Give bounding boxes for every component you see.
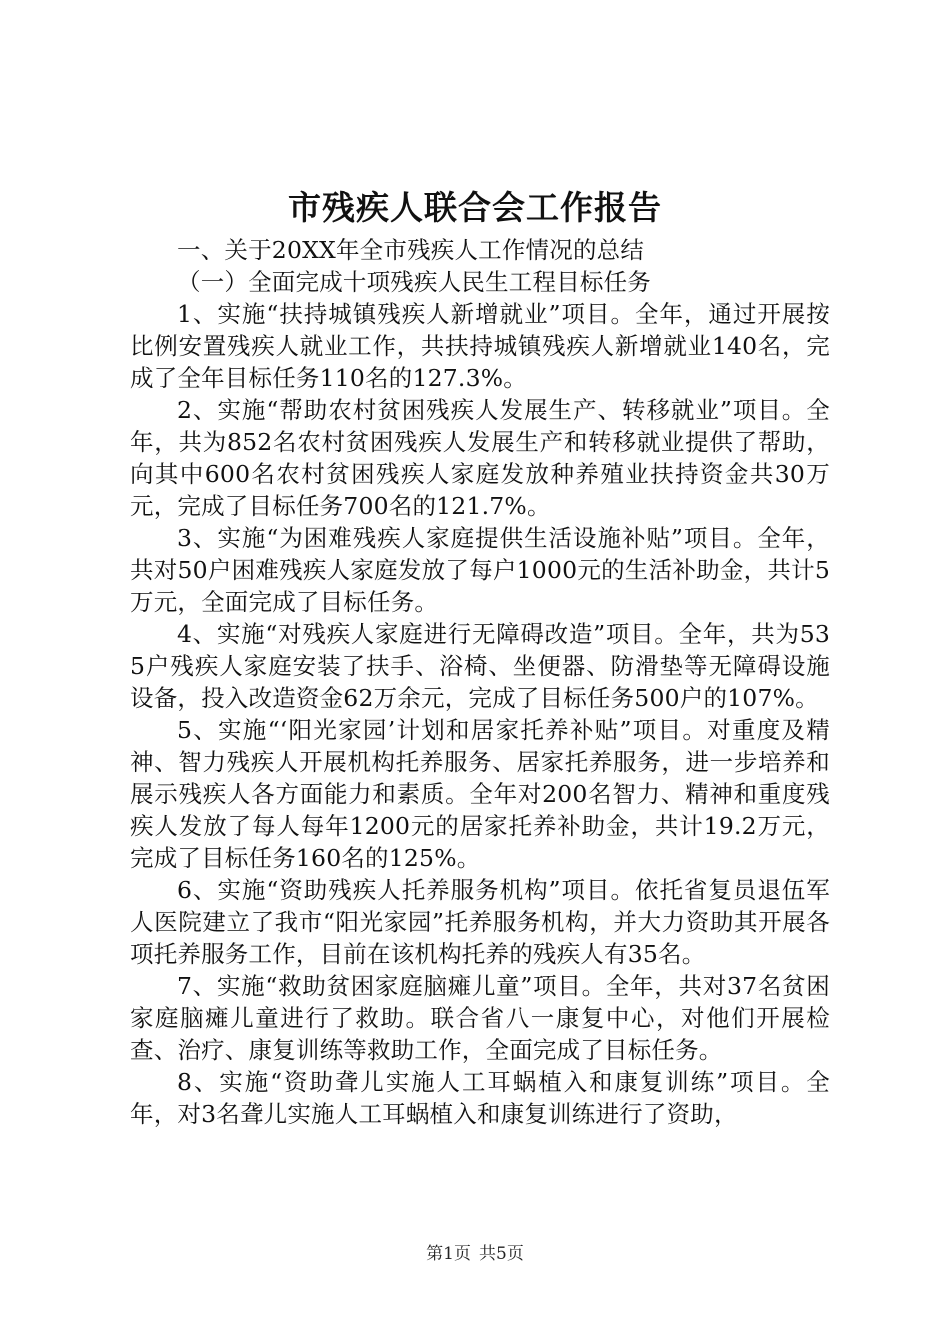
page-total: 共5页 [479, 1244, 524, 1264]
body-paragraph: 7、实施“救助贫困家庭脑瘫儿童”项目。全年，共对37名贫困家庭脑瘫儿童进行了救助。联合省八一康复中心，对他们开展检查、治疗、康复训练等救助工作，全面完成了目标任务。 [130, 972, 830, 1064]
body-paragraph: 5、实施“‘阳光家园’计划和居家托养补贴”项目。对重度及精神、智力残疾人开展机构托养服务、居家托养服务，进一步培养和展示残疾人各方面能力和素质。全年对200名智力、精神和重度残疾人发放了每人每年1200元的居家托养补助金，共计19.2万元，完成了目标任务160名的125%。 [130, 716, 830, 872]
document-title: 市残疾人联合会工作报告 [288, 188, 662, 227]
subsection-heading: （一）全面完成十项残疾人民生工程目标任务 [177, 268, 651, 296]
body-paragraph: 4、实施“对残疾人家庭进行无障碍改造”项目。全年，共为535户残疾人家庭安装了扶手、浴椅、坐便器、防滑垫等无障碍设施设备，投入改造资金62万余元，完成了目标任务500户的107%。 [130, 620, 830, 712]
section-heading: 一、关于20XX年全市残疾人工作情况的总结 [177, 236, 645, 264]
page-number: 第1页 [426, 1244, 471, 1264]
body-paragraph: 3、实施“为困难残疾人家庭提供生活设施补贴”项目。全年，共对50户困难残疾人家庭发放了每户1000元的生活补助金，共计5万元，全面完成了目标任务。 [130, 524, 830, 616]
document-body [130, 234, 830, 1130]
body-paragraph: 8、实施“资助聋儿实施人工耳蜗植入和康复训练”项目。全年，对3名聋儿实施人工耳蜗植入和康复训练进行了资助， [130, 1068, 830, 1128]
body-paragraph: 2、实施“帮助农村贫困残疾人发展生产、转移就业”项目。全年，共为852名农村贫困残疾人发展生产和转移就业提供了帮助，向其中600名农村贫困残疾人家庭发放种养殖业扶持资金共30万元，完成了目标任务700名的121.7%。 [130, 396, 830, 520]
body-paragraph: 1、实施“扶持城镇残疾人新增就业”项目。全年，通过开展按比例安置残疾人就业工作，共扶持城镇残疾人新增就业140名，完成了全年目标任务110名的127.3%。 [130, 300, 830, 392]
body-paragraph: 6、实施“资助残疾人托养服务机构”项目。依托省复员退伍军人医院建立了我市“阳光家园”托养服务机构，并大力资助其开展各项托养服务工作，目前在该机构托养的残疾人有35名。 [130, 876, 830, 968]
page-footer [0, 1242, 950, 1266]
